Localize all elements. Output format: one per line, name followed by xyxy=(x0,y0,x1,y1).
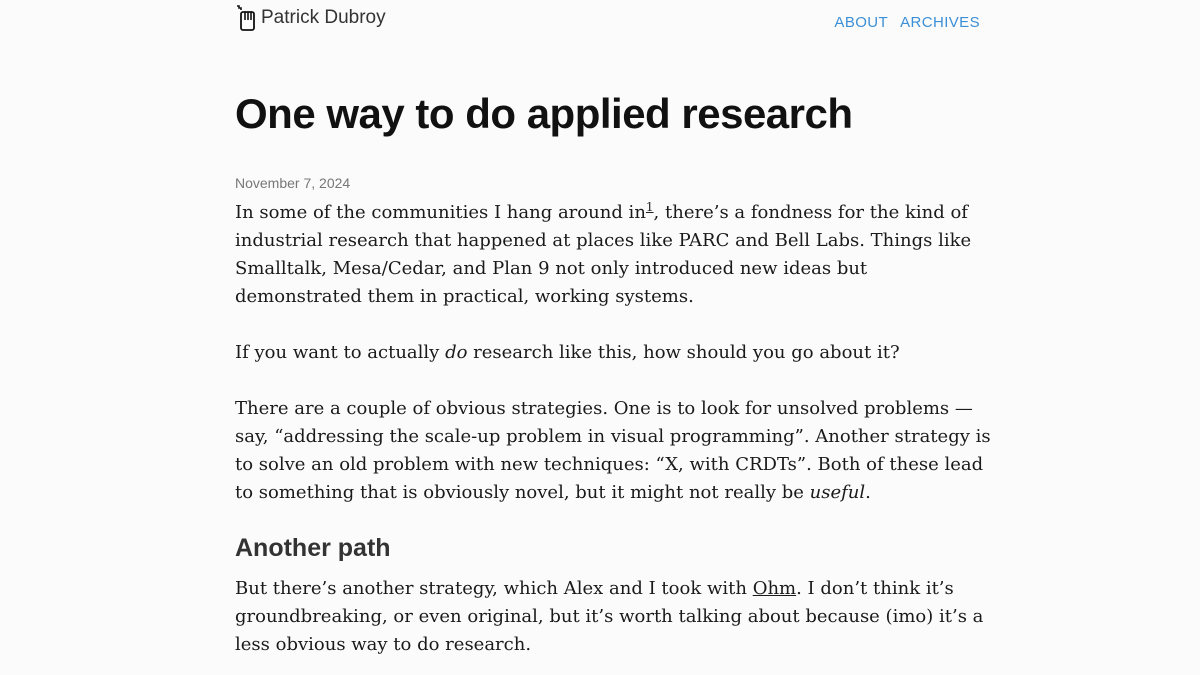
paragraph-text: research like this, how should you go about it? xyxy=(467,342,900,363)
paragraph-text: . xyxy=(865,482,871,503)
ohm-link[interactable]: Ohm xyxy=(752,578,797,599)
paragraph-text: . I don’t think it’s groundbreaking, or even original, but it’s worth talking about because (imo) it’s a less obvious way to do research. xyxy=(235,578,984,655)
paragraph-text: There are a couple of obvious strategies. One is to look for unsolved problems — say, “addressing the scale-up problem in visual programming”. Another strategy is to solve an old problem with new techniques: “X, with CRDTs”. Both of these lead to something that is obviously novel, but it might not really be xyxy=(235,398,991,503)
site-name: Patrick Dubroy xyxy=(261,7,386,28)
main-nav xyxy=(834,14,980,31)
footnote-link[interactable]: 1 xyxy=(645,200,654,214)
paragraph-strategies xyxy=(235,395,995,507)
paragraph-text: But there’s another strategy, which Alex and I took with xyxy=(235,578,753,599)
emphasis-text: do xyxy=(445,342,468,363)
paragraph-text: , there’s a fondness for the kind of industrial research that happened at places like PARC and Bell Labs. Things like Smalltalk, Mesa/Cedar, and Plan 9 not only introduced new ideas but demonstrated them in practical, working systems. xyxy=(235,202,972,307)
paragraph-question xyxy=(235,339,995,367)
paragraph-text: In some of the communities I hang around in xyxy=(235,202,646,223)
paragraph-another-path xyxy=(235,575,995,659)
paragraph-intro xyxy=(235,192,995,311)
paragraph-text: If you want to actually xyxy=(235,342,446,363)
site-header xyxy=(235,0,980,40)
article xyxy=(235,88,995,659)
nav-archives-link[interactable]: ARCHIVES xyxy=(900,14,980,31)
post-date: November 7, 2024 xyxy=(235,175,351,191)
site-logo-link[interactable] xyxy=(235,4,386,32)
section-heading: Another path xyxy=(235,534,391,562)
nav-about-link[interactable]: ABOUT xyxy=(834,14,889,31)
post-title: One way to do applied research xyxy=(235,90,853,137)
hand-pointer-icon xyxy=(235,4,257,32)
emphasis-text: useful xyxy=(809,482,866,503)
